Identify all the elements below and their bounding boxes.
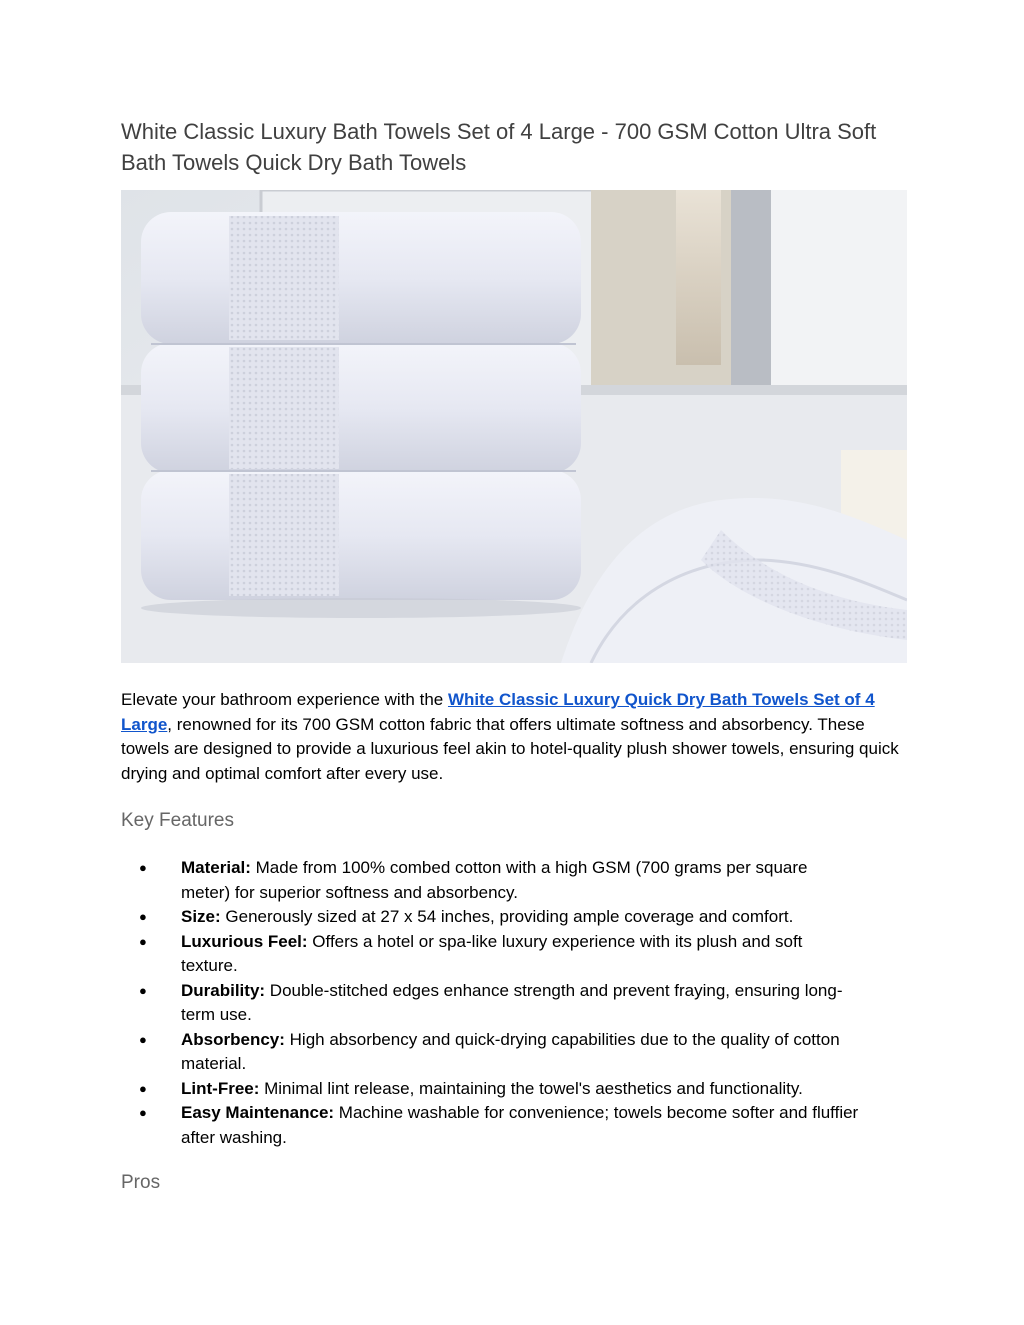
list-item (121, 979, 861, 1028)
feature-label: Lint-Free: (181, 1078, 260, 1098)
list-item (121, 1028, 861, 1077)
list-item (121, 856, 861, 905)
features-list (121, 856, 907, 1150)
feature-text: Machine washable for convenience; towels become softer and fluffier after washing. (181, 1103, 859, 1147)
bullet-icon: ● (139, 982, 147, 998)
intro-text-after: , renowned for its 700 GSM cotton fabric that offers ultimate softness and absorbency. These towels are designed to provide a luxurious feel akin to hotel-quality plush shower towels, ensuring quick drying and optimal comfort after every use. (121, 714, 899, 783)
feature-text: High absorbency and quick-drying capabilities due to the quality of cotton material. (181, 1029, 840, 1073)
key-features-heading: Key Features (121, 810, 234, 831)
list-item (121, 905, 861, 930)
intro-paragraph (121, 688, 907, 786)
feature-label: Easy Maintenance: (181, 1103, 335, 1122)
feature-label: Durability: (181, 980, 266, 1000)
bullet-icon: ● (139, 1031, 147, 1047)
feature-text: Offers a hotel or spa-like luxury experience with its plush and soft texture. (181, 931, 803, 975)
product-link[interactable]: White Classic Luxury Quick Dry Bath Towels Set of 4 Large (121, 690, 875, 734)
list-item (121, 1101, 861, 1150)
intro-text-before: Elevate your bathroom experience with the (121, 690, 448, 709)
bullet-icon: ● (139, 909, 147, 924)
pros-heading: Pros (121, 1172, 161, 1193)
bullet-icon: ● (139, 860, 147, 875)
feature-text: Made from 100% combed cotton with a high GSM (700 grams per square meter) for superior softness and absorbency. (181, 858, 808, 902)
list-item (121, 930, 861, 979)
feature-text: Generously sized at 27 x 54 inches, providing ample coverage and comfort. (220, 907, 794, 926)
bullet-icon: ● (139, 1080, 147, 1096)
bullet-icon: ● (139, 1105, 147, 1120)
list-item (121, 1077, 861, 1102)
feature-text: Minimal lint release, maintaining the towel's aesthetics and functionality. (259, 1078, 803, 1098)
feature-label: Material: (181, 858, 251, 877)
feature-label: Size: (181, 907, 221, 926)
feature-text: Double-stitched edges enhance strength and prevent fraying, ensuring long-term use. (181, 980, 843, 1024)
feature-label: Absorbency: (181, 1029, 285, 1049)
page-title: White Classic Luxury Bath Towels Set of 4 Large - 700 GSM Cotton Ultra Soft Bath Towels Quick Dry Bath Towels (121, 119, 877, 175)
feature-label: Luxurious Feel: (181, 931, 308, 951)
bullet-icon: ● (139, 933, 147, 949)
towels-photo (121, 190, 907, 663)
